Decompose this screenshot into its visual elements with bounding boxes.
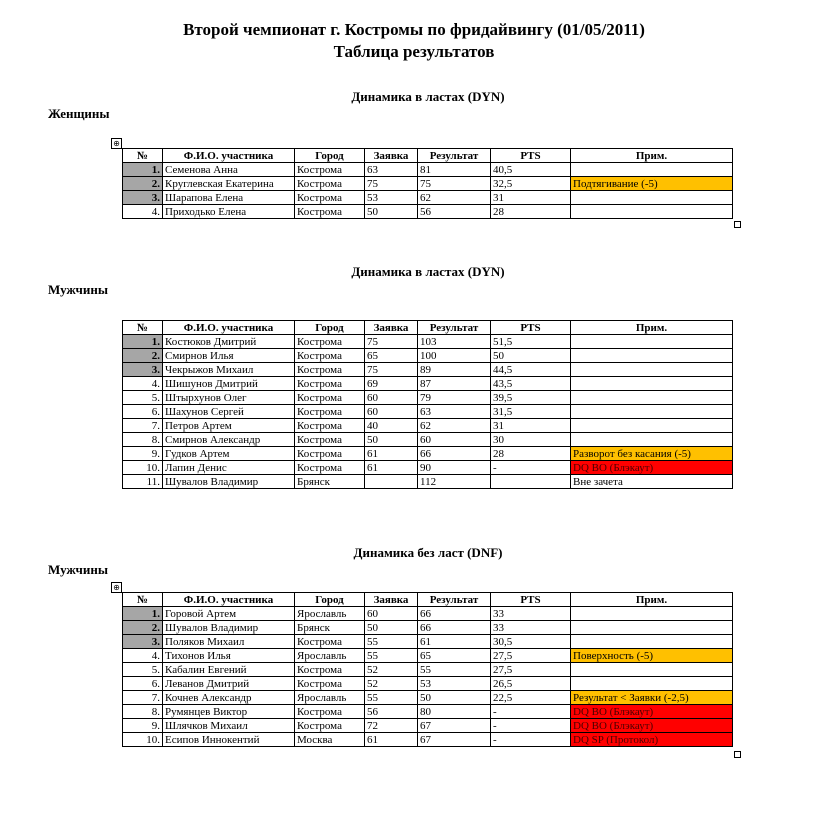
- col-name-cell: Чекрыжов Михаил: [163, 363, 295, 377]
- col-ap-cell: 50: [365, 433, 418, 447]
- section-group: Мужчины: [48, 562, 108, 577]
- col-result-cell: 66: [418, 447, 491, 461]
- col-pts-cell: 40,5: [491, 163, 571, 177]
- col-result-cell: 66: [418, 621, 491, 635]
- col-name-header: Ф.И.О. участника: [163, 321, 295, 335]
- col-note-cell: Подтягивание (-5): [571, 177, 733, 191]
- col-city-cell: Кострома: [295, 177, 365, 191]
- col-name-cell: Шувалов Владимир: [163, 475, 295, 489]
- col-number-cell: 6.: [123, 405, 163, 419]
- col-number-header: №: [123, 149, 163, 163]
- col-city-cell: Кострома: [295, 705, 365, 719]
- col-name-cell: Лапин Денис: [163, 461, 295, 475]
- col-note-cell: DQ SP (Протокол): [571, 733, 733, 747]
- col-number-cell: 10.: [123, 733, 163, 747]
- col-city-header: Город: [295, 593, 365, 607]
- table-row: [123, 335, 733, 349]
- col-number-cell: 5.: [123, 391, 163, 405]
- col-number-cell: 7.: [123, 419, 163, 433]
- col-result-cell: 67: [418, 719, 491, 733]
- col-name-cell: Шувалов Владимир: [163, 621, 295, 635]
- col-note-cell: DQ BO (Блэкаут): [571, 719, 733, 733]
- col-note-cell: [571, 205, 733, 219]
- col-pts-cell: 33: [491, 621, 571, 635]
- col-note-cell: Разворот без касания (-5): [571, 447, 733, 461]
- col-number-cell: 4.: [123, 649, 163, 663]
- col-ap-cell: 55: [365, 691, 418, 705]
- col-number-cell: 4.: [123, 205, 163, 219]
- col-number-cell: 5.: [123, 663, 163, 677]
- col-result-cell: 61: [418, 635, 491, 649]
- col-pts-cell: 39,5: [491, 391, 571, 405]
- col-number-cell: 3.: [123, 363, 163, 377]
- col-city-cell: Кострома: [295, 377, 365, 391]
- col-city-cell: Кострома: [295, 447, 365, 461]
- col-pts-cell: 27,5: [491, 663, 571, 677]
- col-pts-cell: 51,5: [491, 335, 571, 349]
- col-ap-cell: 52: [365, 677, 418, 691]
- table-row: [123, 349, 733, 363]
- col-pts-cell: -: [491, 733, 571, 747]
- col-result-cell: 50: [418, 691, 491, 705]
- move-handle-icon[interactable]: ⊕: [111, 582, 122, 593]
- table-row: [123, 635, 733, 649]
- col-name-header: Ф.И.О. участника: [163, 593, 295, 607]
- col-result-cell: 67: [418, 733, 491, 747]
- table-row: [123, 405, 733, 419]
- col-pts-cell: 27,5: [491, 649, 571, 663]
- col-name-cell: Шахунов Сергей: [163, 405, 295, 419]
- col-ap-cell: 65: [365, 349, 418, 363]
- col-city-header: Город: [295, 321, 365, 335]
- col-note-cell: [571, 349, 733, 363]
- col-number-cell: 6.: [123, 677, 163, 691]
- col-name-cell: Шлячков Михаил: [163, 719, 295, 733]
- col-ap-cell: 50: [365, 621, 418, 635]
- col-note-cell: Вне зачета: [571, 475, 733, 489]
- col-number-cell: 7.: [123, 691, 163, 705]
- col-number-header: №: [123, 593, 163, 607]
- col-note-cell: [571, 677, 733, 691]
- col-pts-cell: 28: [491, 205, 571, 219]
- resize-handle-icon[interactable]: [734, 221, 741, 228]
- col-ap-cell: 61: [365, 733, 418, 747]
- col-pts-cell: 22,5: [491, 691, 571, 705]
- col-name-cell: Круглевская Екатерина: [163, 177, 295, 191]
- col-pts-cell: 32,5: [491, 177, 571, 191]
- col-number-cell: 3.: [123, 191, 163, 205]
- col-note-header: Прим.: [571, 321, 733, 335]
- col-result-cell: 87: [418, 377, 491, 391]
- col-ap-cell: 75: [365, 177, 418, 191]
- col-city-cell: Кострома: [295, 719, 365, 733]
- col-ap-header: Заявка: [365, 149, 418, 163]
- col-result-header: Результат: [418, 593, 491, 607]
- table-row: [123, 475, 733, 489]
- col-name-cell: Штырхунов Олег: [163, 391, 295, 405]
- table-row: [123, 419, 733, 433]
- col-name-header: Ф.И.О. участника: [163, 149, 295, 163]
- col-name-cell: Тихонов Илья: [163, 649, 295, 663]
- section-discipline: Динамика в ластах (DYN): [351, 264, 505, 279]
- col-ap-cell: 56: [365, 705, 418, 719]
- col-name-cell: Поляков Михаил: [163, 635, 295, 649]
- col-note-cell: [571, 607, 733, 621]
- table-row: [123, 191, 733, 205]
- col-result-cell: 80: [418, 705, 491, 719]
- col-city-cell: Кострома: [295, 419, 365, 433]
- move-handle-icon[interactable]: ⊕: [111, 138, 122, 149]
- table-row: [123, 177, 733, 191]
- col-result-cell: 63: [418, 405, 491, 419]
- col-note-cell: [571, 405, 733, 419]
- table-row: [123, 461, 733, 475]
- col-name-cell: Шишунов Дмитрий: [163, 377, 295, 391]
- col-result-cell: 90: [418, 461, 491, 475]
- section-discipline: Динамика без ласт (DNF): [353, 545, 503, 560]
- col-number-cell: 11.: [123, 475, 163, 489]
- col-result-cell: 66: [418, 607, 491, 621]
- col-city-header: Город: [295, 149, 365, 163]
- col-name-cell: Семенова Анна: [163, 163, 295, 177]
- col-note-cell: [571, 363, 733, 377]
- page-title: Второй чемпионат г. Костромы по фридайвингу (01/05/2011): [183, 20, 645, 39]
- col-pts-cell: 43,5: [491, 377, 571, 391]
- resize-handle-icon[interactable]: [734, 751, 741, 758]
- table-row: [123, 663, 733, 677]
- col-note-cell: [571, 621, 733, 635]
- col-note-cell: [571, 433, 733, 447]
- col-number-cell: 2.: [123, 177, 163, 191]
- table-row: [123, 363, 733, 377]
- col-note-cell: Результат < Заявки (-2,5): [571, 691, 733, 705]
- col-city-cell: Брянск: [295, 475, 365, 489]
- table-row: [123, 205, 733, 219]
- col-pts-cell: 31: [491, 191, 571, 205]
- col-pts-cell: 31: [491, 419, 571, 433]
- col-ap-cell: 60: [365, 405, 418, 419]
- col-name-cell: Румянцев Виктор: [163, 705, 295, 719]
- col-result-header: Результат: [418, 149, 491, 163]
- col-name-cell: Леванов Дмитрий: [163, 677, 295, 691]
- col-ap-cell: 61: [365, 461, 418, 475]
- col-number-cell: 2.: [123, 349, 163, 363]
- col-result-cell: 62: [418, 419, 491, 433]
- col-ap-cell: 60: [365, 391, 418, 405]
- section-group: Мужчины: [48, 282, 108, 297]
- col-note-cell: [571, 419, 733, 433]
- col-pts-cell: 31,5: [491, 405, 571, 419]
- col-number-cell: 1.: [123, 335, 163, 349]
- results-table-women-dyn: [122, 148, 733, 219]
- col-ap-cell: 75: [365, 335, 418, 349]
- col-name-cell: Смирнов Александр: [163, 433, 295, 447]
- col-note-cell: [571, 391, 733, 405]
- col-number-cell: 3.: [123, 635, 163, 649]
- col-name-cell: Есипов Иннокентий: [163, 733, 295, 747]
- col-result-header: Результат: [418, 321, 491, 335]
- col-city-cell: Кострома: [295, 349, 365, 363]
- table-row: [123, 733, 733, 747]
- col-note-cell: Поверхность (-5): [571, 649, 733, 663]
- table-row: [123, 649, 733, 663]
- col-result-cell: 65: [418, 649, 491, 663]
- table-row: [123, 607, 733, 621]
- col-result-cell: 53: [418, 677, 491, 691]
- col-ap-cell: 69: [365, 377, 418, 391]
- col-city-cell: Кострома: [295, 677, 365, 691]
- col-city-cell: Кострома: [295, 191, 365, 205]
- col-name-cell: Костюков Дмитрий: [163, 335, 295, 349]
- col-pts-cell: 28: [491, 447, 571, 461]
- col-pts-cell: 26,5: [491, 677, 571, 691]
- col-city-cell: Кострома: [295, 391, 365, 405]
- results-table-men-dnf: [122, 592, 733, 747]
- col-city-cell: Москва: [295, 733, 365, 747]
- col-note-header: Прим.: [571, 593, 733, 607]
- col-city-cell: Ярославль: [295, 649, 365, 663]
- table-header-row: [123, 321, 733, 335]
- table-row: [123, 391, 733, 405]
- col-city-cell: Кострома: [295, 205, 365, 219]
- col-pts-cell: 33: [491, 607, 571, 621]
- col-result-cell: 79: [418, 391, 491, 405]
- col-name-cell: Кочнев Александр: [163, 691, 295, 705]
- col-pts-cell: -: [491, 461, 571, 475]
- table-row: [123, 621, 733, 635]
- col-pts-cell: -: [491, 705, 571, 719]
- col-ap-cell: 75: [365, 363, 418, 377]
- col-city-cell: Кострома: [295, 635, 365, 649]
- col-result-cell: 55: [418, 663, 491, 677]
- col-ap-header: Заявка: [365, 321, 418, 335]
- col-result-cell: 75: [418, 177, 491, 191]
- col-ap-cell: 50: [365, 205, 418, 219]
- col-number-header: №: [123, 321, 163, 335]
- col-number-cell: 8.: [123, 705, 163, 719]
- col-city-cell: Кострома: [295, 163, 365, 177]
- col-ap-cell: 55: [365, 649, 418, 663]
- col-city-cell: Кострома: [295, 335, 365, 349]
- col-note-cell: [571, 335, 733, 349]
- col-ap-cell: 40: [365, 419, 418, 433]
- col-number-cell: 1.: [123, 163, 163, 177]
- col-pts-header: PTS: [491, 321, 571, 335]
- table-row: [123, 691, 733, 705]
- table-row: [123, 705, 733, 719]
- col-ap-cell: 60: [365, 607, 418, 621]
- col-result-cell: 81: [418, 163, 491, 177]
- col-city-cell: Ярославль: [295, 607, 365, 621]
- section-group: Женщины: [48, 106, 110, 121]
- col-ap-cell: [365, 475, 418, 489]
- col-note-cell: DQ BO (Блэкаут): [571, 461, 733, 475]
- col-name-cell: Приходько Елена: [163, 205, 295, 219]
- section-discipline: Динамика в ластах (DYN): [351, 89, 505, 104]
- table-header-row: [123, 593, 733, 607]
- col-number-cell: 9.: [123, 447, 163, 461]
- col-result-cell: 100: [418, 349, 491, 363]
- col-pts-cell: 30,5: [491, 635, 571, 649]
- col-pts-cell: 50: [491, 349, 571, 363]
- col-pts-header: PTS: [491, 149, 571, 163]
- table-header-row: [123, 149, 733, 163]
- col-city-cell: Кострома: [295, 663, 365, 677]
- col-note-cell: DQ BO (Блэкаут): [571, 705, 733, 719]
- page-subtitle: Таблица результатов: [333, 42, 495, 61]
- col-number-cell: 1.: [123, 607, 163, 621]
- table-row: [123, 677, 733, 691]
- col-note-header: Прим.: [571, 149, 733, 163]
- col-result-cell: 112: [418, 475, 491, 489]
- col-ap-cell: 63: [365, 163, 418, 177]
- col-name-cell: Петров Артем: [163, 419, 295, 433]
- table-row: [123, 377, 733, 391]
- col-result-cell: 56: [418, 205, 491, 219]
- col-ap-cell: 52: [365, 663, 418, 677]
- col-name-cell: Кабалин Евгений: [163, 663, 295, 677]
- col-name-cell: Гудков Артем: [163, 447, 295, 461]
- table-row: [123, 163, 733, 177]
- col-result-cell: 60: [418, 433, 491, 447]
- table-row: [123, 719, 733, 733]
- col-pts-cell: 30: [491, 433, 571, 447]
- col-city-cell: Кострома: [295, 405, 365, 419]
- col-note-cell: [571, 191, 733, 205]
- col-city-cell: Брянск: [295, 621, 365, 635]
- col-ap-cell: 61: [365, 447, 418, 461]
- col-name-cell: Шарапова Елена: [163, 191, 295, 205]
- col-note-cell: [571, 635, 733, 649]
- col-pts-cell: [491, 475, 571, 489]
- col-ap-cell: 55: [365, 635, 418, 649]
- col-number-cell: 9.: [123, 719, 163, 733]
- col-city-cell: Кострома: [295, 433, 365, 447]
- table-row: [123, 447, 733, 461]
- col-result-cell: 89: [418, 363, 491, 377]
- col-result-cell: 103: [418, 335, 491, 349]
- col-ap-cell: 53: [365, 191, 418, 205]
- col-pts-cell: -: [491, 719, 571, 733]
- col-result-cell: 62: [418, 191, 491, 205]
- col-name-cell: Смирнов Илья: [163, 349, 295, 363]
- col-number-cell: 10.: [123, 461, 163, 475]
- col-city-cell: Кострома: [295, 461, 365, 475]
- col-note-cell: [571, 377, 733, 391]
- col-number-cell: 4.: [123, 377, 163, 391]
- col-pts-cell: 44,5: [491, 363, 571, 377]
- table-row: [123, 433, 733, 447]
- col-city-cell: Кострома: [295, 363, 365, 377]
- results-table-men-dyn: [122, 320, 733, 489]
- col-city-cell: Ярославль: [295, 691, 365, 705]
- col-pts-header: PTS: [491, 593, 571, 607]
- col-note-cell: [571, 663, 733, 677]
- col-number-cell: 8.: [123, 433, 163, 447]
- col-note-cell: [571, 163, 733, 177]
- col-name-cell: Горовой Артем: [163, 607, 295, 621]
- col-number-cell: 2.: [123, 621, 163, 635]
- col-ap-cell: 72: [365, 719, 418, 733]
- col-ap-header: Заявка: [365, 593, 418, 607]
